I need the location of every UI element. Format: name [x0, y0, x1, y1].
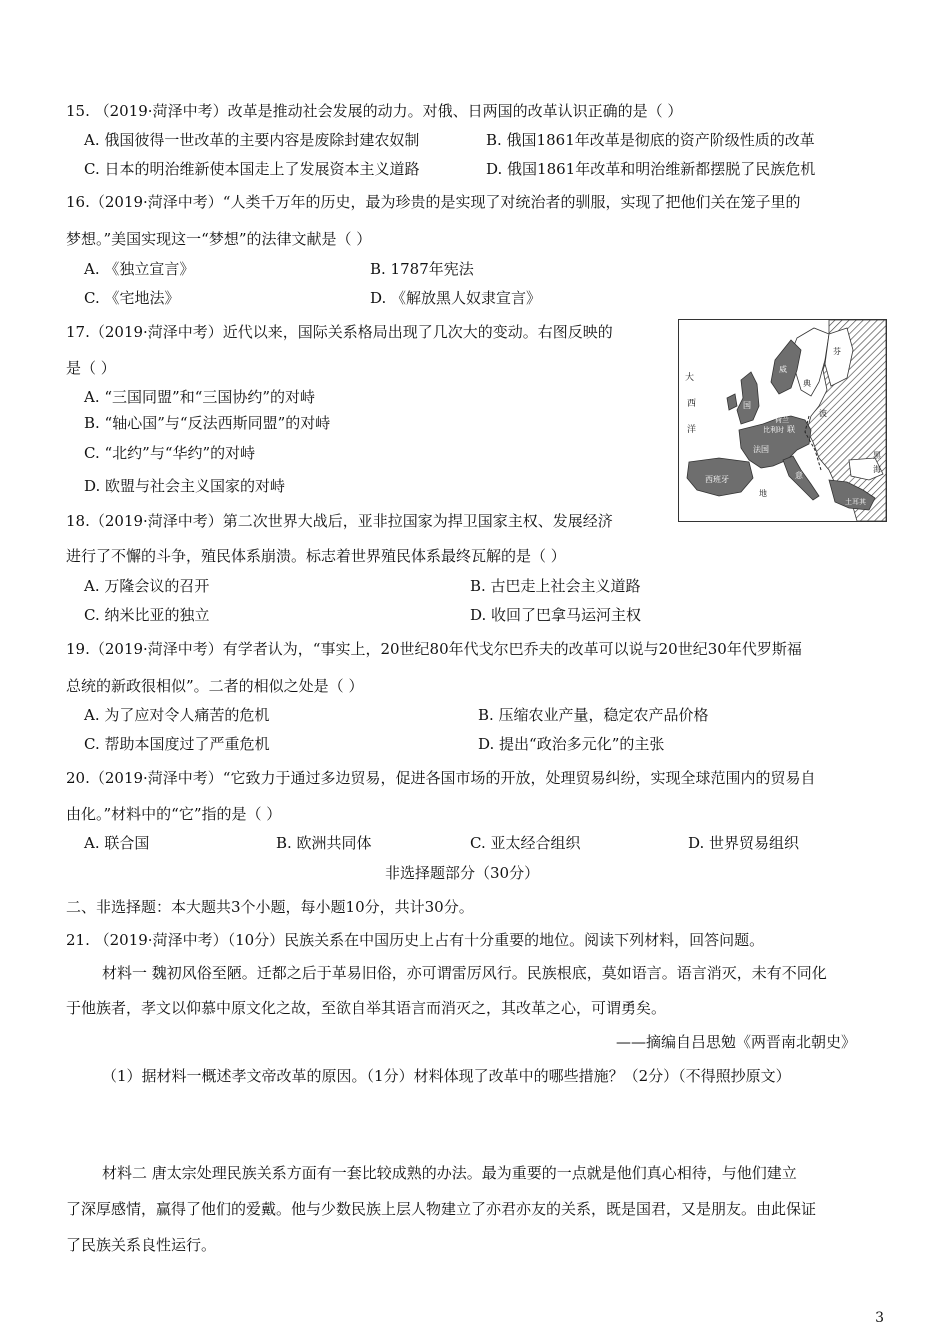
- map-label-mediterranean: 地: [759, 489, 767, 498]
- map-label-sweden: 典: [803, 379, 811, 388]
- q16-stem-line1: 16.（2019·菏泽中考）“人类千万年的历史，最为珍贵的是实现了对统治者的驯服，实现了把他们关在笼子里的: [66, 193, 801, 211]
- q15-option-a: A. 俄国彼得一世改革的主要内容是废除封建农奴制: [84, 131, 420, 149]
- q19-stem-line2: 总统的新政很相似”。二者的相似之处是（ ）: [66, 677, 364, 695]
- map-label-norway: 威: [779, 365, 787, 374]
- page-number: 3: [875, 1310, 884, 1326]
- q20-option-a: A. 联合国: [84, 834, 150, 852]
- europe-map-svg: [679, 320, 886, 521]
- map-label-uk: 国: [743, 401, 751, 410]
- q18-stem-line1: 18.（2019·菏泽中考）第二次世界大战后，亚非拉国家为捍卫国家主权、发展经济: [66, 512, 613, 530]
- q20-option-d: D. 世界贸易组织: [688, 834, 800, 852]
- q21-subquestion-1: （1）据材料一概述孝文帝改革的原因。（1分）材料体现了改革中的哪些措施？（2分）（不得照抄原文）: [102, 1067, 791, 1085]
- q19-option-a: A. 为了应对令人痛苦的危机: [84, 706, 270, 724]
- q21-material2-line3: 了民族关系良性运行。: [66, 1236, 217, 1254]
- q16-stem-line2: 梦想。”美国实现这一“梦想”的法律文献是（ ）: [66, 230, 372, 248]
- map-label-spain: 西班牙: [705, 475, 729, 484]
- q17-option-a: A. “三国同盟”和“三国协约”的对峙: [84, 388, 316, 406]
- q21-material1-line1: 材料一 魏初风俗至陋。迁都之后于革易旧俗，亦可谓雷厉风行。民族根底，莫如语言。语言消灭，未有不同化: [102, 964, 827, 982]
- map-label-belgium: 比利时: [763, 426, 784, 434]
- q18-option-c: C. 纳米比亚的独立: [84, 606, 210, 624]
- q18-option-a: A. 万隆会议的召开: [84, 577, 210, 595]
- map-label-atlantic-2: 西: [687, 399, 697, 409]
- q21-material1-source: ——摘编自吕思勉《两晋南北朝史》: [616, 1033, 857, 1051]
- q18-option-b: B. 古巴走上社会主义道路: [470, 577, 641, 595]
- map-label-germany: 联: [787, 425, 795, 434]
- q15-option-b: B. 俄国1861年改革是彻底的资产阶级性质的改革: [486, 131, 815, 149]
- q19-option-c: C. 帮助本国度过了严重危机: [84, 735, 270, 753]
- q17-stem-line1: 17.（2019·菏泽中考）近代以来，国际关系格局出现了几次大的变动。右图反映的: [66, 323, 613, 341]
- q20-option-c: C. 亚太经合组织: [470, 834, 581, 852]
- q16-option-d: D. 《解放黑人奴隶宣言》: [370, 289, 542, 307]
- europe-map-figure: [678, 319, 887, 522]
- map-label-atlantic-1: 大: [685, 373, 695, 383]
- q21-material2-line2: 了深厚感情，赢得了他们的爱戴。他与少数民族上层人物建立了亦君亦友的关系，既是国君，又是朋友。由此保证: [66, 1200, 817, 1218]
- map-label-italy: 意: [795, 471, 803, 480]
- map-label-poland: 波: [819, 409, 827, 418]
- map-label-netherlands: 荷兰: [775, 416, 789, 424]
- q20-option-b: B. 欧洲共同体: [276, 834, 372, 852]
- map-label-black-sea-2: 海: [873, 465, 881, 474]
- map-label-atlantic-3: 洋: [687, 425, 697, 435]
- map-label-france: 法国: [753, 445, 769, 454]
- q18-option-d: D. 收回了巴拿马运河主权: [470, 606, 642, 624]
- q15-stem: 15. （2019·菏泽中考）改革是推动社会发展的动力。对俄、日两国的改革认识正确的是（ ）: [66, 102, 683, 120]
- q18-stem-line2: 进行了不懈的斗争，殖民体系崩溃。标志着世界殖民体系最终瓦解的是（ ）: [66, 547, 566, 565]
- q21-stem: 21. （2019·菏泽中考）（10分）民族关系在中国历史上占有十分重要的地位。阅读下列材料，回答问题。: [66, 931, 765, 949]
- q17-stem-line2: 是（ ）: [66, 359, 116, 377]
- q20-stem-line1: 20.（2019·菏泽中考）“它致力于通过多边贸易，促进各国市场的开放，处理贸易纠纷，实现全球范围内的贸易自: [66, 769, 816, 787]
- map-label-turkey: 土耳其: [845, 498, 866, 506]
- q19-option-d: D. 提出“政治多元化”的主张: [478, 735, 665, 753]
- q17-option-d: D. 欧盟与社会主义国家的对峙: [84, 477, 286, 495]
- q16-option-a: A. 《独立宣言》: [84, 260, 195, 278]
- q19-option-b: B. 压缩农业产量，稳定农产品价格: [478, 706, 709, 724]
- q20-stem-line2: 由化。”材料中的“它”指的是（ ）: [66, 805, 282, 823]
- q16-option-c: C. 《宅地法》: [84, 289, 180, 307]
- q15-option-c: C. 日本的明治维新使本国走上了发展资本主义道路: [84, 160, 420, 178]
- map-label-finland: 芬: [833, 347, 841, 356]
- q21-material1-line2: 于他族者，孝文以仰慕中原文化之故，至欲自举其语言而消灭之，其改革之心，可谓勇矣。: [66, 999, 667, 1017]
- section-intro: 二、非选择题：本大题共3个小题，每小题10分，共计30分。: [66, 898, 474, 916]
- q21-material2-line1: 材料二 唐太宗处理民族关系方面有一套比较成熟的办法。最为重要的一点就是他们真心相待，与他们建立: [102, 1164, 797, 1182]
- q16-option-b: B. 1787年宪法: [370, 260, 474, 278]
- q15-option-d: D. 俄国1861年改革和明治维新都摆脱了民族危机: [486, 160, 816, 178]
- q17-option-c: C. “北约”与“华约”的对峙: [84, 444, 256, 462]
- section-title: 非选择题部分（30分）: [385, 864, 540, 882]
- map-label-black-sea-1: 黑: [873, 451, 881, 460]
- q19-stem-line1: 19.（2019·菏泽中考）有学者认为，“事实上，20世纪80年代戈尔巴乔夫的改革可以说与20世纪30年代罗斯福: [66, 640, 802, 658]
- q17-option-b: B. “轴心国”与“反法西斯同盟”的对峙: [84, 414, 331, 432]
